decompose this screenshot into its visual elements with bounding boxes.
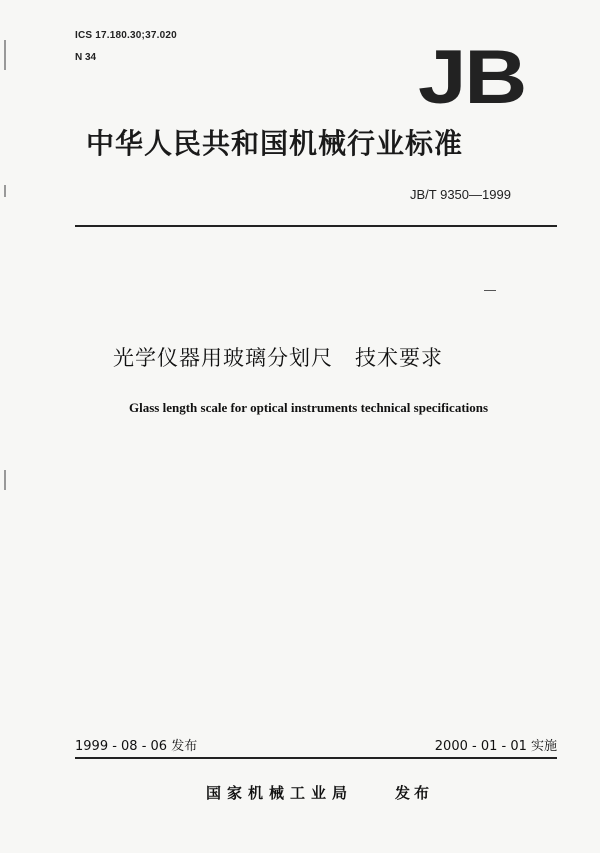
implementation-date: 2000 - 01 - 01 实施 [434,739,557,754]
ics-code: ICS 17.180.30;37.020 [75,30,177,41]
top-divider [75,225,557,227]
standard-number: JB/T 9350—1999 [410,187,511,202]
publisher-suffix: 发布 [395,784,434,802]
title-english: Glass length scale for optical instruments technical specifications [129,400,489,415]
scan-edge-mark [4,185,6,197]
bottom-divider [75,757,557,759]
standard-category: 中华人民共和国机械行业标准 [86,127,464,160]
jb-logo: JB [418,35,526,120]
ccs-code: N 34 [75,52,97,63]
issue-date: 1999 - 08 - 06 发布 [75,739,198,754]
publisher: 国家机械工业局 [206,784,354,802]
scan-edge-mark [4,40,6,70]
margin-tick [484,290,496,291]
title-chinese: 光学仪器用玻璃分划尺 技术要求 [113,346,443,370]
scan-edge-mark [4,470,6,490]
